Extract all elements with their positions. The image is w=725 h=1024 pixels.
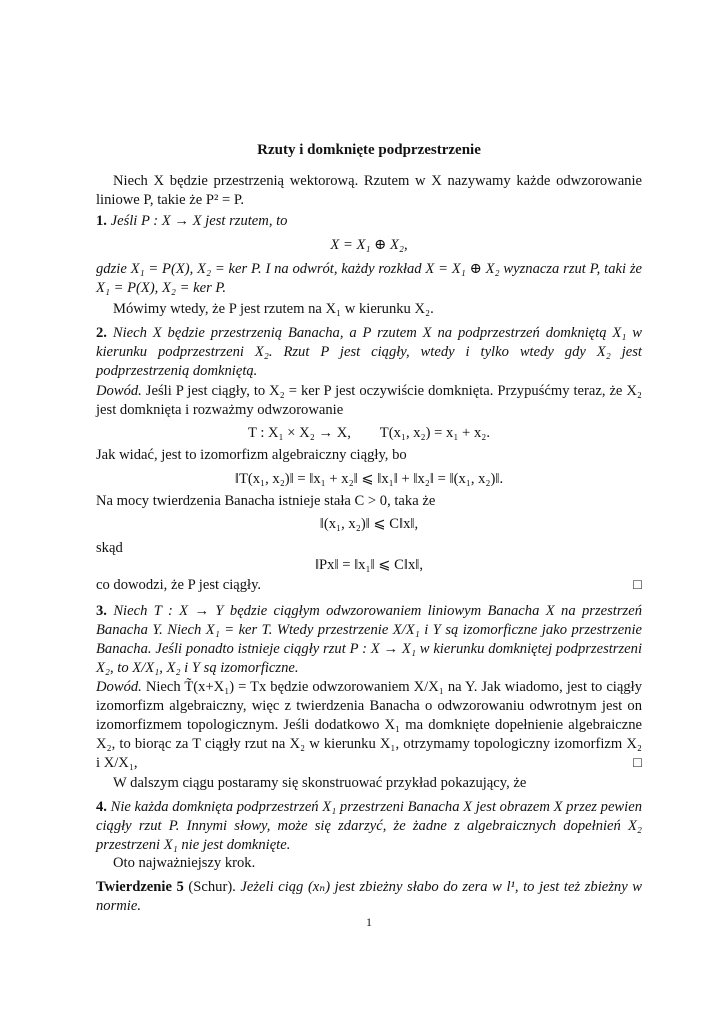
proof-2-text: Niech T̃(x+X₁) = Tx będzie odwzorowaniem X/X₁ na Y. Jak wiadomo, jest to ciągły izomorfizm algebraiczny, więc z twierdzenia Banacha o odwzorowaniu odwrotnym jest on izomorfizmem topologicznym. Jeśli dodatkowo X₁ ma domknięte dopełnienie algebraiczne X₂, to biorąc za T ciągły rzut na X₂ w kierunku X₁, otrzymamy topologiczny izomorfizm X₂ i X/X₁, [96, 679, 642, 771]
page-title: Rzuty i domknięte podprzestrzenie [257, 142, 481, 158]
statement-2 [96, 324, 642, 381]
proof-2 [96, 678, 642, 773]
proof-1-text: Jeśli P jest ciągły, to X₂ = ker P jest oczywiście domknięta. Przypuśćmy teraz, że X₂ jest domknięta i rozważmy odwzorowanie [96, 383, 642, 418]
statement-1 [96, 212, 642, 231]
statement-4-text: Nie każda domknięta podprzestrzeń X₁ przestrzeni Banacha X jest obrazem X przez pewien ciągły rzut P. Innymi słowy, może się zdarzyć, że żadne z algebraicznych dopełnień X₂ przestrzeni X₁ nie jest domknięte. [96, 799, 642, 853]
proof-1-paragraph-3: Na mocy twierdzenia Banacha istnieje stała C > 0, taka że [96, 493, 436, 509]
statement-2-number: 2. [96, 325, 107, 341]
theorem-5-label: Twierdzenie 5 [96, 879, 184, 895]
proof-1-closing: co dowodzi, że P jest ciągły. [96, 577, 262, 593]
statement-2-text: Niech X będzie przestrzenią Banacha, a P rzutem X na podprzestrzeń domkniętą X₁ w kierunku podprzestrzeni X₂. Rzut P jest ciągły, wtedy i tylko wtedy gdy X₂ jest podprzestrzenią domkniętą. [96, 325, 642, 379]
statement-1-equation: X = X₁ ⊕ X₂, [330, 237, 408, 253]
proof-1-equation-2: ‖T(x₁, x₂)‖ = ‖x₁ + x₂‖ ⩽ ‖x₁‖ + ‖x₂‖ = ‖(x₁, x₂)‖. [234, 471, 504, 487]
qed-symbol: □ [633, 755, 642, 771]
proof-1-lead: Dowód. [96, 383, 142, 399]
paragraph-after-4: Oto najważniejszy krok. [113, 855, 256, 871]
theorem-5-text: Jeżeli ciąg (xₙ) jest zbieżny słabo do zera w l¹, to jest też zbieżny w normie. [96, 879, 642, 914]
statement-4-number: 4. [96, 799, 107, 815]
proof-1-paragraph-4: skąd [96, 540, 123, 556]
document-page [96, 0, 642, 1024]
proof-1-paragraph-5 [96, 576, 642, 595]
page-number: 1 [366, 915, 372, 929]
statement-1-number: 1. [96, 213, 107, 229]
proof-1-paragraph-2: Jak widać, jest to izomorfizm algebraiczny ciągły, bo [96, 447, 407, 463]
proof-1-equation-1: T : X₁ × X₂ → X, T(x₁, x₂) = x₁ + x₂. [248, 425, 490, 441]
statement-4 [96, 798, 642, 855]
qed-symbol: □ [633, 577, 642, 593]
statement-1-text: Jeśli P : X → X jest rzutem, to [110, 213, 288, 229]
statement-3-number: 3. [96, 603, 107, 619]
statement-3 [96, 602, 642, 678]
paragraph-after-3: W dalszym ciągu postaramy się skonstruować przykład pokazujący, że [113, 775, 527, 791]
statement-1-continuation: gdzie X₁ = P(X), X₂ = ker P. I na odwrót, każdy rozkład X = X₁ ⊕ X₂ wyznacza rzut P, taki że X₁ = P(X), X₂ = ker P. [96, 261, 642, 296]
theorem-5 [96, 878, 642, 916]
proof-1-equation-4: ‖Px‖ = ‖x₁‖ ⩽ C‖x‖, [314, 557, 424, 573]
proof-1-equation-3: ‖(x₁, x₂)‖ ⩽ C‖x‖, [319, 516, 419, 532]
paragraph-after-1: Mówimy wtedy, że P jest rzutem na X₁ w kierunku X₂. [113, 301, 434, 317]
intro-paragraph: Niech X będzie przestrzenią wektorową. Rzutem w X nazywamy każde odwzorowanie liniowe P, takie że P² = P. [96, 173, 642, 208]
theorem-5-attribution: (Schur). [188, 879, 236, 895]
proof-1 [96, 382, 642, 420]
statement-3-text: Niech T : X → Y będzie ciągłym odwzorowaniem liniowym Banacha X na przestrzeń Banacha Y. Niech X₁ = ker T. Wtedy przestrzenie X/X₁ i Y są izomorficzne jako przestrzenie Banacha. Jeśli ponadto istnieje ciągły rzut P : X → X₁ w kierunku domkniętej podprzestrzeni X₂, to X/X₁, X₂ i Y są izomorficzne. [96, 603, 642, 676]
proof-2-lead: Dowód. [96, 679, 142, 695]
